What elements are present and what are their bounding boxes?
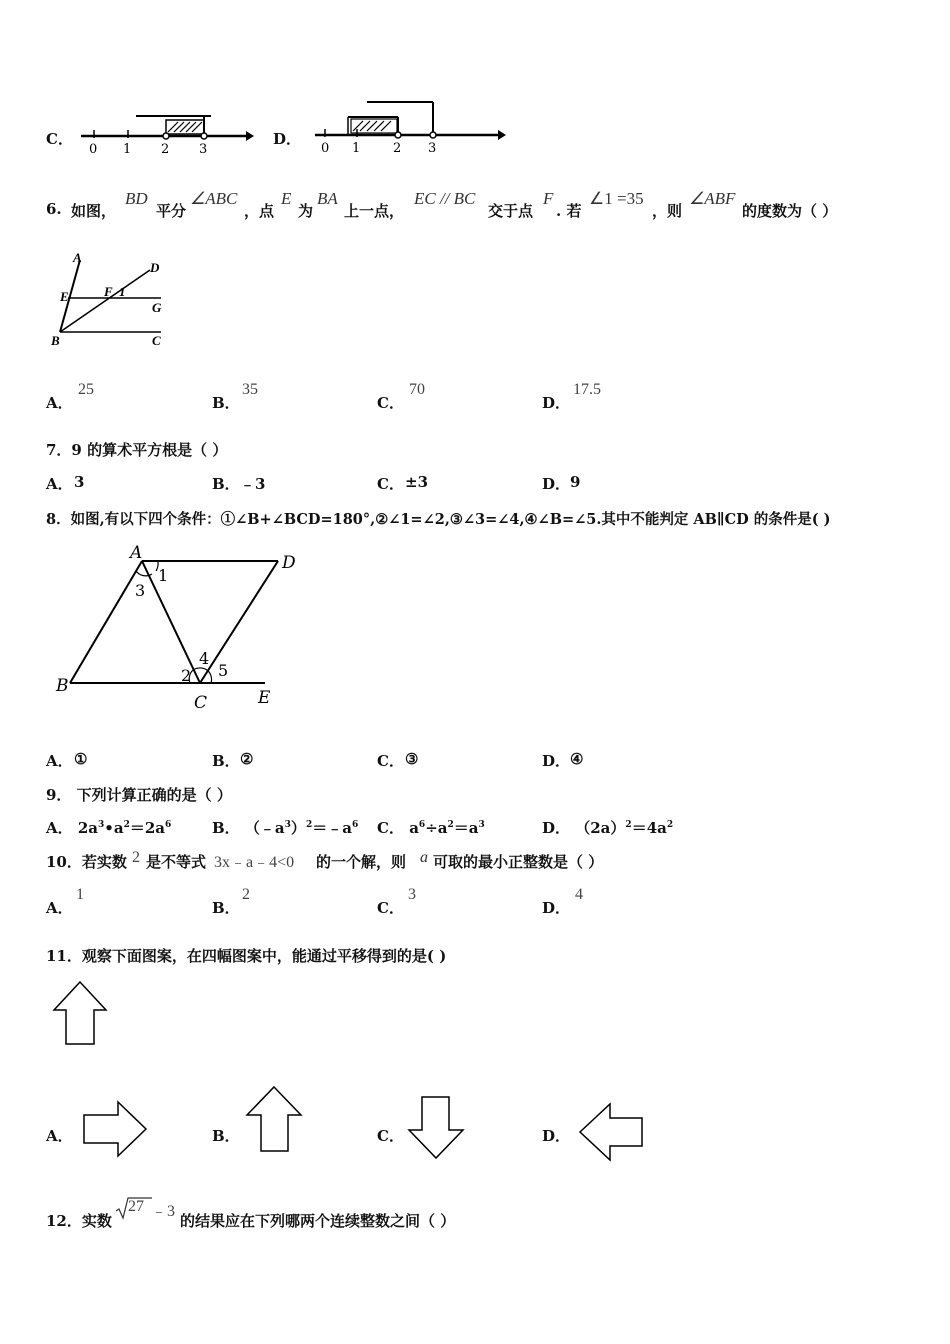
q6-option-b-letter: B． (212, 394, 240, 412)
q5-d-tick-0: 0 (321, 141, 330, 156)
q11-option-c-letter: C． (377, 1127, 404, 1145)
q10-math-inequality: 3x﹣a﹣4<0 (214, 854, 295, 871)
q9-stem: 9． 下列计算正确的是（ ） (46, 786, 232, 804)
q5-d-tick-2: 2 (393, 141, 402, 156)
q10-option-c-letter: C． (377, 899, 404, 917)
q8-option-c-letter: C． (377, 752, 404, 770)
q9-a-exp: 6 (165, 820, 172, 830)
q9-b-part: （﹣a (244, 819, 285, 837)
q9-a-exp: 2 (123, 820, 130, 830)
q9-b-exp: 6 (351, 820, 359, 830)
q9-option-c (377, 817, 485, 838)
q8-label-1: 1 (158, 566, 169, 585)
q10-text-2: 是不等式 (146, 853, 207, 871)
q8-label-3: 3 (135, 581, 146, 600)
q10-option-a-value: 1 (76, 886, 84, 903)
q5-option-c-number-line (76, 108, 256, 158)
q8-stem: 8．如图,有以下四个条件：①∠B+∠BCD=180°,②∠1=∠2,③∠3=∠4,④∠B=∠5.其中不能判定 AB∥CD 的条件是( ) (46, 511, 831, 528)
q9-c-part: ÷a (425, 819, 448, 837)
q6-option-d-letter: D． (542, 394, 571, 412)
q7-option-a-letter: A． (46, 475, 73, 493)
q7-option-d-value: 9 (570, 473, 581, 491)
q6-math-ec-bc: EC // BC (414, 189, 476, 208)
q9-a-part: •a (104, 819, 124, 837)
q11-stem: 11．观察下面图案，在四幅图案中，能通过平移得到的是( ) (46, 947, 447, 965)
q5-option-d-number-line (305, 98, 510, 158)
q8-label-e: E (258, 688, 271, 708)
q6-label-1: 1 (119, 284, 126, 299)
q5-option-d-letter: D． (273, 130, 302, 148)
q9-d-part: ＝4a (631, 819, 667, 837)
q9-b-part: ） (290, 819, 306, 837)
q10-text-3: 的一个解，则 (316, 853, 407, 871)
q9-option-d (542, 817, 673, 838)
q8-label-a: A (130, 543, 143, 563)
q6-text-2: 平分 (156, 202, 187, 220)
q10-option-d-letter: D． (542, 899, 571, 917)
q6-label-d: D (150, 260, 160, 275)
q6-math-f: F (543, 189, 554, 208)
q6-text-1: 如图， (71, 202, 117, 220)
q6-option-a-value: 25 (78, 381, 94, 398)
q5-c-tick-3: 3 (199, 142, 208, 157)
q8-option-d-value: ④ (570, 750, 584, 768)
q6-figure (46, 250, 176, 355)
q7-option-b-value: ﹣3 (240, 475, 266, 493)
q10-text-1: 10．若实数 (46, 853, 127, 871)
q9-c-exp: 6 (418, 820, 426, 830)
q9-b-exp: 3 (284, 820, 291, 830)
q11-option-b-letter: B． (212, 1127, 240, 1145)
q9-c-exp: 2 (447, 820, 454, 830)
q10-option-c-value: 3 (408, 886, 416, 903)
q6-text-3: ，点 (244, 202, 275, 220)
q11-option-d-left-arrow-icon (576, 1100, 648, 1164)
q7-stem: 7．9 的算术平方根是（ ） (46, 441, 228, 459)
q9-b-part: ＝﹣a (312, 819, 352, 837)
q6-option-d-value: 17.5 (573, 381, 601, 398)
q9-c-exp: 3 (478, 820, 485, 830)
q6-math-bd: BD (125, 189, 148, 208)
q9-a-part: 2a (77, 819, 99, 837)
q8-label-b: B (56, 676, 69, 696)
q8-option-a-value: ① (74, 750, 88, 768)
q6-math-angle-1: ∠1 =35 (589, 189, 644, 208)
q10-option-b-value: 2 (242, 886, 250, 903)
q7-option-c-value: ±3 (405, 473, 429, 491)
q10-option-b-letter: B． (212, 899, 240, 917)
q6-label-a: A (73, 250, 82, 265)
q9-b-letter: B． (212, 819, 240, 837)
q8-label-4: 4 (199, 649, 210, 668)
q9-c-part: a (409, 819, 419, 837)
q8-label-5: 5 (218, 661, 229, 680)
q10-math-2: 2 (132, 849, 140, 866)
q6-math-e: E (281, 189, 292, 208)
q7-option-b-letter: B． (212, 475, 240, 493)
q9-option-b (212, 817, 358, 838)
q6-text-9: 的度数为（ ） (742, 202, 838, 220)
q7-option-d-letter: D． (542, 475, 571, 493)
q5-c-tick-0: 0 (89, 142, 98, 157)
q8-label-d: D (282, 553, 296, 573)
q12-text-1: 12．实数 (46, 1212, 112, 1230)
q12-math-radicand: 27 (128, 1198, 144, 1215)
q6-math-angle-abc: ∠ABC (190, 189, 238, 208)
q9-d-exp: 2 (625, 820, 632, 830)
q9-d-letter: D． (542, 819, 571, 837)
q10-option-a-letter: A． (46, 899, 73, 917)
q6-text-6: 交于点 (488, 202, 534, 220)
q8-label-2: 2 (181, 666, 192, 685)
q6-math-angle-abf: ∠ABF (689, 189, 736, 208)
q9-a-exp: 3 (98, 820, 105, 830)
q11-option-d-letter: D． (542, 1127, 571, 1145)
q8-option-b-letter: B． (212, 752, 240, 770)
q12-math-minus-3: ﹣3 (151, 1203, 176, 1220)
q6-number: 6. (46, 200, 62, 218)
q6-label-e: E (60, 289, 69, 304)
q10-option-d-value: 4 (575, 886, 583, 903)
q8-option-c-value: ③ (405, 750, 419, 768)
q6-text-8: ，则 (652, 202, 683, 220)
q9-c-letter: C． (377, 819, 404, 837)
q6-option-a-letter: A． (46, 394, 73, 412)
q7-option-a-value: 3 (74, 473, 85, 491)
q7-option-c-letter: C． (377, 475, 404, 493)
q10-text-4: 可取的最小正整数是（ ） (433, 853, 604, 871)
q5-option-c-letter: C． (46, 130, 73, 148)
q5-c-tick-2: 2 (161, 142, 170, 157)
q6-label-c: C (152, 333, 161, 348)
q11-option-a-right-arrow-icon (80, 1098, 152, 1160)
q8-label-c: C (194, 693, 208, 713)
q10-math-a: a (420, 849, 428, 866)
q9-d-part: （2a） (575, 819, 626, 837)
q5-c-tick-1: 1 (123, 142, 132, 157)
q9-b-exp: 2 (305, 820, 313, 830)
q6-label-b: B (51, 333, 60, 348)
q8-figure (50, 538, 310, 718)
q9-option-a (46, 817, 171, 838)
q11-reference-up-arrow (50, 980, 112, 1048)
q5-d-tick-3: 3 (428, 141, 437, 156)
q6-label-g: G (152, 300, 162, 315)
q6-option-c-value: 70 (409, 381, 425, 398)
q11-option-a-letter: A． (46, 1127, 73, 1145)
q9-a-letter: A． (46, 819, 73, 837)
q11-option-c-down-arrow-icon (405, 1094, 467, 1162)
q9-c-part: ＝a (453, 819, 479, 837)
q6-text-7: . 若 (556, 202, 582, 220)
q6-option-b-value: 35 (242, 381, 258, 398)
q6-text-4: 为 (298, 202, 314, 220)
q6-math-ba: BA (317, 189, 338, 208)
q8-option-a-letter: A． (46, 752, 73, 770)
q11-option-b-up-arrow-icon (244, 1085, 306, 1155)
q9-a-part: ＝2a (129, 819, 166, 837)
q6-text-5: 上一点， (344, 202, 405, 220)
q9-d-exp: 2 (666, 820, 674, 830)
q12-text-2: 的结果应在下列哪两个连续整数之间（ ） (180, 1212, 456, 1230)
q6-option-c-letter: C． (377, 394, 404, 412)
q5-d-tick-1: 1 (352, 141, 361, 156)
q6-label-f: F (104, 284, 113, 299)
q8-option-b-value: ② (240, 750, 254, 768)
q8-option-d-letter: D． (542, 752, 571, 770)
